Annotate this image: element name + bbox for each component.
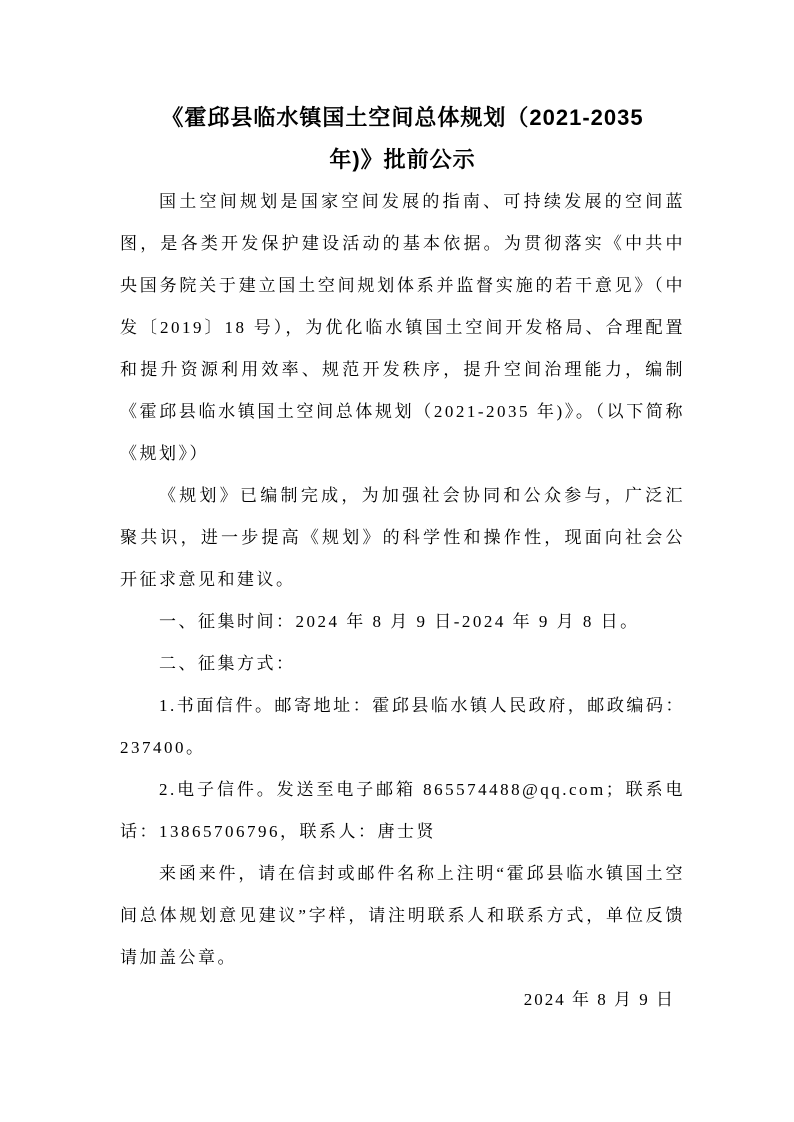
- paragraph-collection-time: 一、征集时间：2024 年 8 月 9 日-2024 年 9 月 8 日。: [159, 612, 640, 631]
- page-title: [120, 97, 685, 181]
- paragraph-method-email: 2.电子信件。发送至电子邮箱 865574488@qq.com；联系电话：13865706796，联系人：唐士贤: [120, 780, 685, 841]
- paragraph-submission-note: 来函来件，请在信封或邮件名称上注明“霍邱县临水镇国土空间总体规划意见建议”字样，请注明联系人和联系方式，单位反馈请加盖公章。: [120, 864, 685, 967]
- paragraph-collection-method-heading: 二、征集方式：: [159, 654, 296, 673]
- paragraph-purpose: 《规划》已编制完成，为加强社会协同和公众参与，广泛汇聚共识，进一步提高《规划》的科学性和操作性，现面向社会公开征求意见和建议。: [120, 486, 685, 589]
- page-title-line-1: 《霍邱县临水镇国土空间总体规划（2021-2035: [161, 105, 644, 130]
- document-date: 2024 年 8 月 9 日: [523, 990, 675, 1009]
- page-title-line-2: 年)》批前公示: [329, 147, 476, 172]
- paragraph-intro: 国土空间规划是国家空间发展的指南、可持续发展的空间蓝图，是各类开发保护建设活动的基本依据。为贯彻落实《中共中央国务院关于建立国土空间规划体系并监督实施的若干意见》（中发〔2019〕18 号），为优化临水镇国土空间开发格局、合理配置和提升资源利用效率、规范开发秩序，提升空间治理能力，编制《霍邱县临水镇国土空间总体规划（2021-2035 年)》。（以下简称《规划》）: [120, 192, 685, 463]
- paragraph-method-mail: 1.书面信件。邮寄地址：霍邱县临水镇人民政府，邮政编码：237400。: [120, 696, 685, 757]
